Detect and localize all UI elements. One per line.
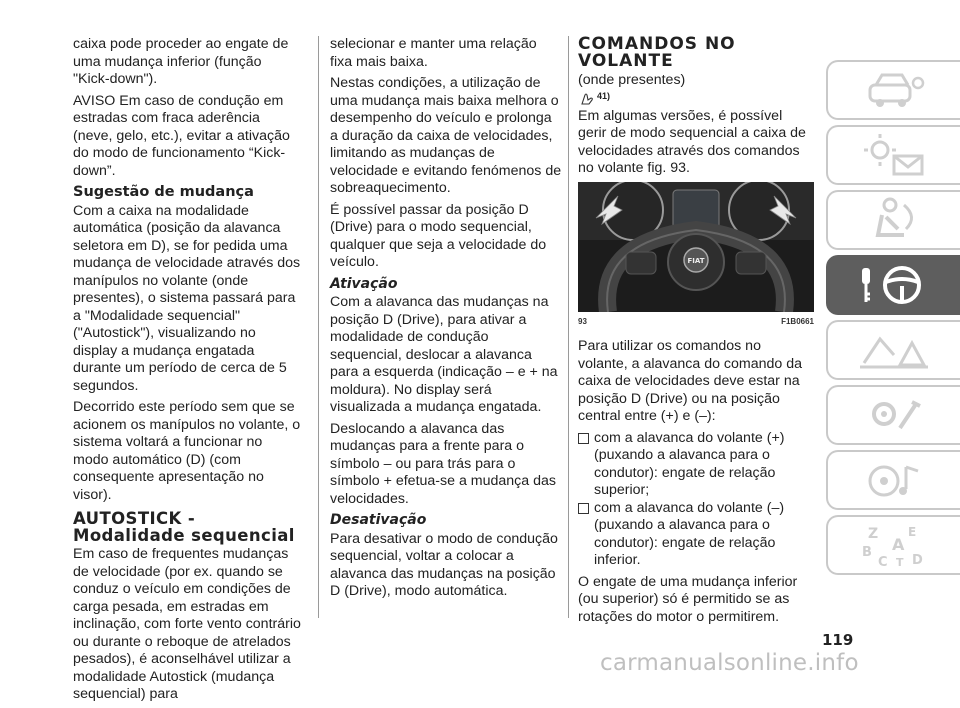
tab-dashboard[interactable] (826, 60, 960, 120)
fiat-logo-text: FIAT (687, 256, 705, 265)
index-letter: Z (868, 526, 879, 542)
paragraph: (onde presentes) (578, 72, 686, 88)
multimedia-icon (854, 455, 934, 505)
list-item (578, 500, 814, 570)
maintenance-tools-icon (854, 390, 934, 440)
bullet-square-icon (578, 503, 589, 514)
subheading-ativacao: Ativação (330, 275, 398, 292)
column-3 (578, 36, 814, 630)
subheading-desativacao: Desativação (330, 512, 427, 528)
car-dashboard-icon (854, 65, 934, 115)
heading-line: VOLANTE (578, 51, 674, 71)
tab-emergency[interactable] (826, 320, 960, 380)
heading-line: COMANDOS NO (578, 34, 736, 54)
index-letters-icon (854, 520, 934, 570)
bullet-square-icon (578, 433, 589, 444)
paragraph: É possível passar da posição D (Drive) para o modo sequencial, qualquer que seja a velocidade do veículo. (330, 201, 547, 270)
index-letter: C (878, 555, 888, 570)
paragraph: Com a caixa na modalidade automática (posição da alavanca seletora em D), se for pedida uma mudança de velocidade através dos manípulos no volante (onde presentes), o sistema passará para a "Modalidade sequencial" ("Autostick"), visualizando no display a mudança engatada durante um período de cerca de 5 segundos. (73, 202, 301, 394)
key-steering-wheel-icon (854, 260, 934, 310)
page-number: 119 (822, 631, 854, 649)
warning-ref-number: 41) (597, 91, 611, 101)
paragraph: Em algumas versões, é possível gerir de modo sequencial a caixa de velocidades através dos comandos no volante fig. 93. (578, 107, 806, 176)
paragraph: Para desativar o modo de condução sequencial, voltar a colocar a alavanca das mudanças na posição D (Drive), modo automática. (330, 530, 558, 599)
warning-reference (580, 90, 814, 106)
chapter-tabs (826, 60, 960, 580)
figure-caption (578, 313, 814, 331)
section-heading-sugestao: Sugestão de mudança (73, 184, 254, 200)
column-divider (568, 36, 569, 618)
paragraph: Deslocando a alavanca das mudanças para a frente para o símbolo – ou para trás para o símbolo + efetua-se a mudança das velocidades. (330, 420, 556, 507)
watermark: carmanualsonline.info (600, 650, 859, 676)
paragraph: O engate de uma mudança inferior (ou superior) só é permitido se as rotações do motor o permitirem. (578, 573, 798, 625)
seat-airbag-icon (854, 195, 934, 245)
steering-wheel-photo (578, 182, 814, 312)
paragraph: Em caso de frequentes mudanças de velocidade (por ex. quando se conduz o veículo em condições de carga pesada, em estradas em inclinação, com forte vento contrário ou durante o reboque de atrelados pesados), é aconselhável utilizar a modalidade Autostick (mudança sequencial) para (73, 546, 301, 702)
paragraph: Decorrido este período sem que se acionem os manípulos no volante, o sistema voltará a funcionar no modo automático (D) (com consequente apresentação no visor). (73, 399, 301, 503)
tab-maintenance[interactable] (826, 385, 960, 445)
index-letter: T (896, 556, 904, 569)
column-1 (73, 36, 301, 708)
paragraph: Com a alavanca das mudanças na posição D (Drive), para ativar a modalidade de condução sequencial, deslocar a alavanca para a esquerda (indicação – e + na moldura). No display será visualizada a mudança engatada. (330, 294, 558, 415)
warning-hand-icon (580, 92, 594, 106)
heading-line: Modalidade sequencial (73, 526, 295, 545)
index-letter: E (908, 525, 917, 539)
figure-steering-wheel (578, 182, 814, 312)
section-heading-autostick (73, 510, 301, 544)
heading-line: AUTOSTICK - (73, 509, 196, 528)
paragraph: Para utilizar os comandos no volante, a alavanca do comando da caixa de velocidades deve estar na posição D (Drive) ou na posição central entre (+) e (–): (578, 338, 803, 424)
figure-code: F1B0661 (781, 316, 814, 326)
figure-number: 93 (578, 316, 587, 326)
paragraph: Nestas condições, a utilização de uma mudança mais baixa melhora o desempenho do veículo e prolonga a duração da caixa de velocidades, limitando as mudanças de velocidade e evitando fenómenos de sobreaquecimento. (330, 75, 562, 196)
index-letter: D (912, 553, 923, 568)
breakdown-triangle-icon (854, 325, 934, 375)
column-2 (330, 36, 562, 605)
list-item (578, 430, 814, 500)
section-heading-comandos (578, 36, 814, 70)
column-divider (318, 36, 319, 618)
tab-safety[interactable] (826, 190, 960, 250)
tab-warning-lights[interactable] (826, 125, 960, 185)
paragraph: caixa pode proceder ao engate de uma mudança inferior (função "Kick-down"). (73, 36, 289, 87)
notice-paragraph: AVISO Em caso de condução em estradas com fraca aderência (neve, gelo, etc.), evitar a ativação do modo de funcionamento “Kick-down”. (73, 92, 290, 179)
paragraph: selecionar e manter uma relação fixa mais baixa. (330, 36, 537, 70)
tab-starting-driving[interactable] (826, 255, 960, 315)
index-letter: B (862, 545, 872, 560)
list-item-text: com a alavanca do volante (+) (puxando a alavanca para o condutor): engate de relação superior; (594, 429, 785, 498)
tab-multimedia[interactable] (826, 450, 960, 510)
index-letter: A (892, 535, 905, 554)
tab-index[interactable] (826, 515, 960, 575)
list-item-text: com a alavanca do volante (–) (puxando a alavanca para o condutor): engate de relação inferior. (594, 499, 785, 568)
warning-lights-message-icon (854, 130, 934, 180)
